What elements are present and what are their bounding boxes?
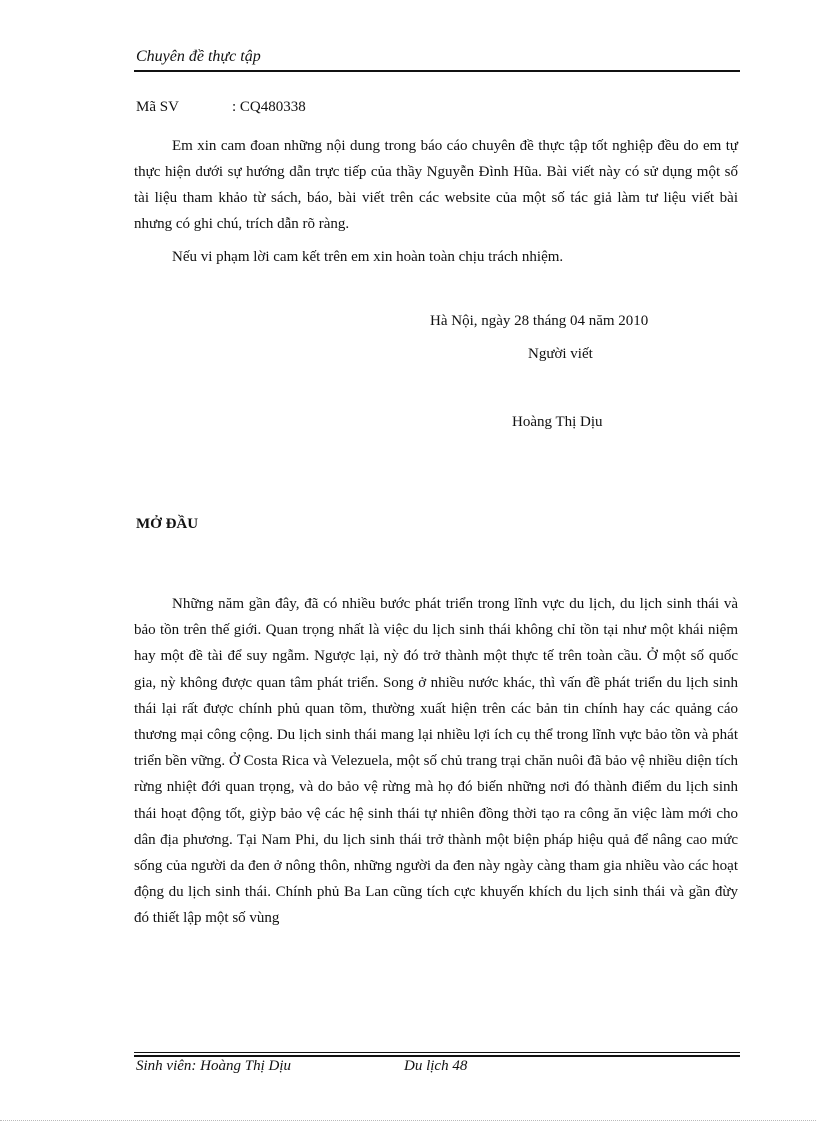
date-line: Hà Nội, ngày 28 tháng 04 năm 2010 bbox=[430, 313, 649, 329]
section-title: MỞ ĐẦU bbox=[136, 516, 199, 532]
writer-label: Người viết bbox=[528, 346, 593, 362]
student-id-value: : CQ480338 bbox=[232, 99, 306, 115]
student-id-line bbox=[136, 99, 306, 116]
commitment-statement: Nếu vi phạm lời cam kết trên em xin hoàn toàn chịu trách nhiệm. bbox=[172, 249, 564, 265]
student-id-label: Mã SV bbox=[136, 99, 179, 115]
header-rule bbox=[134, 70, 740, 72]
footer-student: Sinh viên: Hoàng Thị Dịu bbox=[136, 1058, 291, 1074]
footer-class: Du lịch 48 bbox=[404, 1058, 468, 1074]
intro-paragraph: Những năm gần đây, đã có nhiều bước phát triển trong lĩnh vực du lịch, du lịch sinh thái và bảo tồn trên thế giới. Quan trọng nhất là việc du lịch sinh thái không chỉ tồn tại như một khái niệm hay một đề tài để suy ngẫm. Ngược lại, nỳ đó trở thành một thực tế trên toàn cầu. Ở một số quốc gia, nỳ không được quan tâm phát triển. Song ở nhiều nước khác, thì vấn đề phát triển du lịch sinh thái lại rất được chính phủ quan tõm, thường xuất hiện trên các bản tin chính hay các quảng cáo thương mại công cộng. Du lịch sinh thái mang lại nhiều lợi ích cụ thể trong lĩnh vực bảo tồn và phát triển bền vững. Ở Costa Rica và Velezuela, một số chủ trang trại chăn nuôi đã bảo vệ nhiều diện tích rừng nhiệt đới quan trọng, và do bảo vệ rừng mà họ đó biến những nơi đó thành điểm du lịch sinh thái hoạt động tốt, giỳp bảo vệ các hệ sinh thái tự nhiên đồng thời tạo ra công ăn việc làm mới cho dân địa phương. Tại Nam Phi, du lịch sinh thái trở thành một biện pháp hiệu quả để nâng cao mức sống của người da đen ở nông thôn, những người da đen này ngày càng tham gia nhiều vào các hoạt động du lịch sinh thái. Chính phủ Ba Lan cũng tích cực khuyến khích du lịch sinh thái và gần đừy đó thiết lập một số vùng bbox=[134, 596, 738, 927]
page-edge bbox=[0, 1120, 816, 1121]
footer-rule-thick bbox=[134, 1055, 740, 1057]
writer-name: Hoàng Thị Dịu bbox=[512, 414, 603, 430]
footer-rule bbox=[134, 1052, 740, 1053]
header-title: Chuyên đề thực tập bbox=[136, 48, 261, 65]
commitment-paragraph: Em xin cam đoan những nội dung trong báo cáo chuyên đề thực tập tốt nghiệp đều do em tự thực hiện dưới sự hướng dẫn trực tiếp của thầy Nguyễn Đình Hũa. Bài viết này có sử dụng một số tài liệu tham khảo từ sách, báo, bài viết trên các website của một số tác giả làm tư liệu viết bài nhưng có ghi chú, trích dẫn rõ ràng. bbox=[134, 138, 738, 232]
